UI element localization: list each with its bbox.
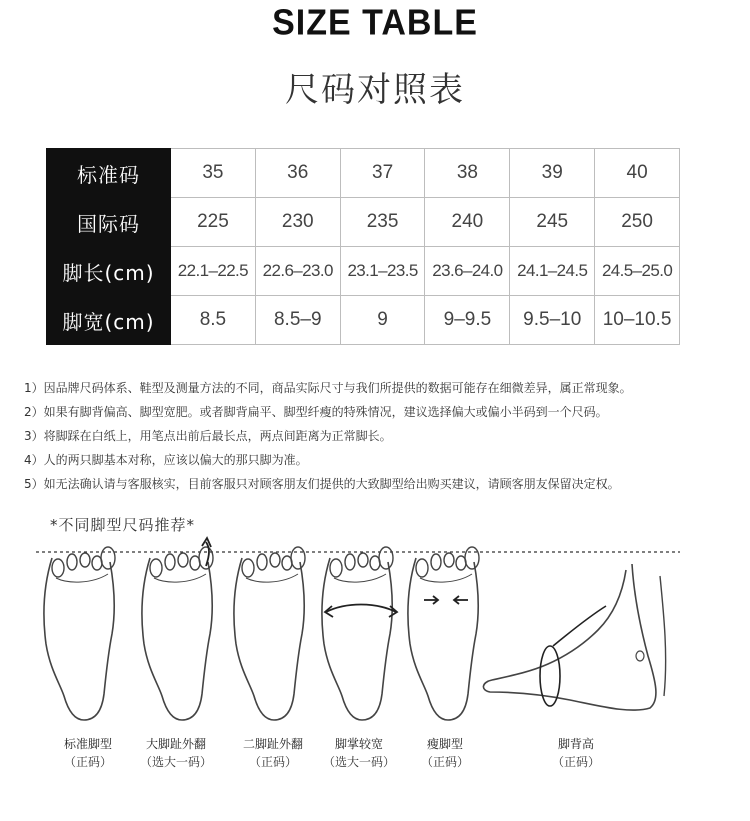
size-table: [46, 148, 680, 345]
narrow-foot-icon: [408, 547, 479, 720]
table-cell: 245: [510, 198, 595, 247]
table-cell: 36: [255, 149, 340, 198]
table-cell: 10–10.5: [595, 296, 680, 345]
table-row: [47, 149, 680, 198]
table-cell: 225: [171, 198, 256, 247]
foot-type-name: 大脚趾外翻: [145, 737, 206, 751]
title-chinese: 尺码对照表: [285, 70, 465, 110]
wide-foot-icon: [322, 547, 397, 720]
standard-foot-icon: [44, 547, 115, 720]
row-header: 标准码: [47, 149, 171, 198]
foot-types-illustration: [0, 536, 750, 732]
table-row: [47, 198, 680, 247]
note-item: 1）因品牌尺码体系、鞋型及测量方法的不同，商品实际尺寸与我们所提供的数据可能存在细微差异，属正常现象。: [24, 381, 632, 395]
note-item: 4）人的两只脚基本对称，应该以偏大的那只脚为准。: [24, 453, 308, 467]
table-cell: 24.1–24.5: [510, 247, 595, 296]
table-cell: 22.1–22.5: [171, 247, 256, 296]
table-cell: 250: [595, 198, 680, 247]
second-toe-foot-icon: [234, 547, 305, 720]
notes-list: [24, 376, 734, 496]
note-item: 5）如无法确认请与客服核实，目前客服只对顾客朋友们提供的大致脚型给出购买建议，请顾客朋友保留决定权。: [24, 477, 620, 491]
foot-type-advice: （正码）: [551, 755, 600, 769]
table-row: [47, 296, 680, 345]
foot-type-name: 瘦脚型: [426, 737, 463, 751]
table-cell: 235: [340, 198, 425, 247]
table-cell: 39: [510, 149, 595, 198]
title-english: SIZE TABLE: [272, 3, 478, 43]
foot-type-name: 标准脚型: [63, 737, 112, 751]
note-item: 2）如果有脚背偏高、脚型宽肥。或者脚背扁平、脚型纤瘦的特殊情况，建议选择偏大或偏小半码到一个尺码。: [24, 405, 608, 419]
table-cell: 9–9.5: [425, 296, 510, 345]
foot-type-caption: [521, 735, 631, 771]
table-cell: 9: [340, 296, 425, 345]
foot-type-advice: （选大一码）: [139, 755, 212, 769]
foot-type-name: 脚背高: [557, 737, 594, 751]
bunion-foot-icon: [142, 538, 213, 720]
table-cell: 8.5: [171, 296, 256, 345]
table-cell: 38: [425, 149, 510, 198]
foot-type-name: 二脚趾外翻: [242, 737, 303, 751]
recommendation-title: *不同脚型尺码推荐*: [50, 516, 196, 534]
row-header: 国际码: [47, 198, 171, 247]
table-cell: 37: [340, 149, 425, 198]
table-cell: 40: [595, 149, 680, 198]
table-cell: 230: [255, 198, 340, 247]
foot-type-caption: [390, 735, 500, 771]
table-cell: 240: [425, 198, 510, 247]
table-cell: 23.6–24.0: [425, 247, 510, 296]
foot-type-advice: （正码）: [248, 755, 297, 769]
foot-type-caption: [121, 735, 231, 771]
table-cell: 35: [171, 149, 256, 198]
note-item: 3）将脚踩在白纸上，用笔点出前后最长点，两点间距离为正常脚长。: [24, 429, 392, 443]
row-header: 脚宽(cm): [47, 296, 171, 345]
table-cell: 9.5–10: [510, 296, 595, 345]
high-instep-foot-icon: [483, 564, 665, 710]
row-header: 脚长(cm): [47, 247, 171, 296]
table-cell: 24.5–25.0: [595, 247, 680, 296]
foot-type-advice: （正码）: [420, 755, 469, 769]
table-cell: 8.5–9: [255, 296, 340, 345]
table-row: [47, 247, 680, 296]
foot-type-name: 脚掌较宽: [334, 737, 383, 751]
foot-type-advice: （正码）: [63, 755, 112, 769]
table-cell: 22.6–23.0: [255, 247, 340, 296]
table-cell: 23.1–23.5: [340, 247, 425, 296]
foot-type-advice: （选大一码）: [322, 755, 395, 769]
